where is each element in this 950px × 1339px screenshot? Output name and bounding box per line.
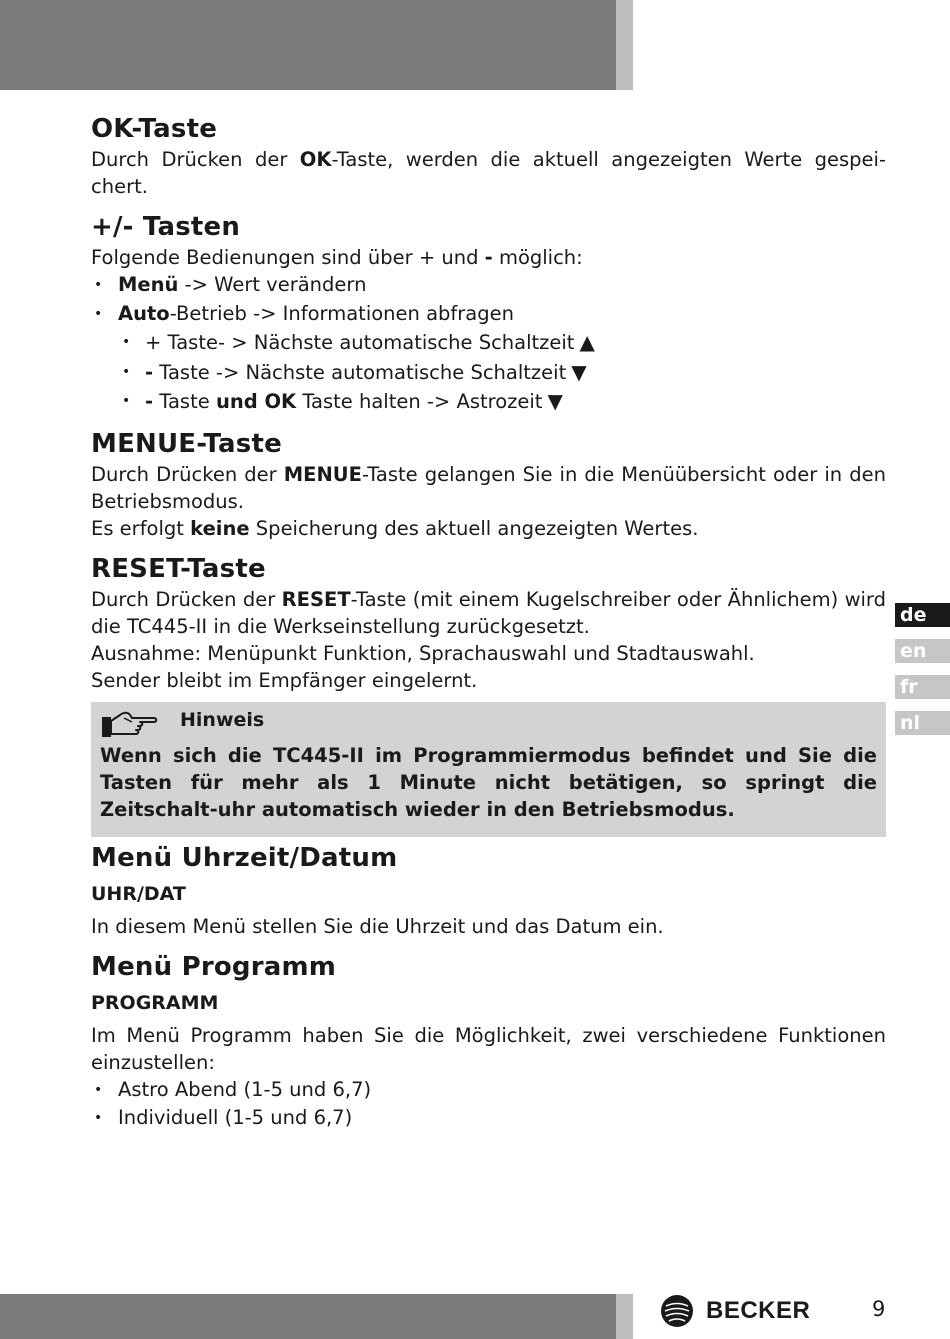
note-header — [100, 706, 877, 742]
section-text: Im Menü Programm haben Sie die Möglichkeit, zwei verschiedene Funktionen einzustellen: — [91, 1023, 886, 1074]
list-item: • Astro Abend (1-5 und 6,7) — [91, 1076, 886, 1105]
list-item: • - Taste -> Nächste automatische Schaltzeit ▼ — [91, 358, 886, 388]
bullet-list — [91, 271, 886, 417]
bullet-list — [91, 1076, 886, 1133]
section-title: Menü Programm — [91, 951, 337, 982]
section-title: OK-Taste — [91, 114, 218, 144]
section-menue-taste — [91, 427, 886, 542]
section-text: Durch Drücken der RESET-Taste (mit einem Kugelschreiber oder Ähnlichem) wird die TC445-II in die Werkseinstellung zurückgesetzt. — [91, 587, 886, 638]
page-number: 9 — [872, 1297, 886, 1321]
section-title: MENUE-Taste — [91, 428, 282, 459]
language-tab-en[interactable]: en — [895, 639, 950, 663]
section-intro: Folgende Bedienungen sind über + und - möglich: — [91, 246, 583, 269]
section-plus-minus — [91, 210, 886, 417]
list-item: • - Taste und OK Taste halten -> Astrozeit ▼ — [91, 387, 886, 417]
list-item: • Individuell (1-5 und 6,7) — [91, 1104, 886, 1133]
section-title: RESET-Taste — [91, 553, 266, 584]
footer-bar-edge — [616, 1294, 633, 1339]
note-text: Wenn sich die TC445-II im Programmiermodus befindet und Sie die Tasten für mehr als 1 Minute nicht betätigen, so springt die Zeitschalt-uhr automatisch wieder in den Betriebsmodus. — [100, 743, 877, 821]
page-content — [91, 112, 886, 1133]
section-menu-uhrzeit — [91, 841, 886, 940]
language-tab-de[interactable]: de — [895, 603, 950, 627]
section-menu-programm — [91, 950, 886, 1133]
section-text: Durch Drücken der MENUE-Taste gelangen Sie in die Menüübersicht oder in den Betriebsmodus. — [91, 462, 886, 513]
section-reset-taste — [91, 552, 886, 694]
section-title: Menü Uhrzeit/Datum — [91, 842, 398, 873]
section-text: Es erfolgt keine Speicherung des aktuell angezeigten Wertes. — [91, 516, 699, 540]
list-item: • Auto-Betrieb -> Informationen abfragen — [91, 300, 886, 329]
section-subtitle: PROGRAMM — [91, 991, 219, 1014]
section-text: Durch Drücken der OK-Taste, werden die aktuell angezeigten Werte gespei-chert. — [91, 148, 886, 198]
triangle-down-icon: ▼ — [571, 359, 587, 384]
note-title: Hinweis — [180, 708, 265, 731]
becker-logo-icon — [660, 1294, 694, 1328]
section-text: In diesem Menü stellen Sie die Uhrzeit und das Datum ein. — [91, 914, 664, 938]
brand-name: BECKER — [706, 1297, 811, 1324]
pointing-hand-icon — [100, 709, 160, 739]
section-ok-taste — [91, 112, 886, 200]
brand-logo — [660, 1293, 810, 1329]
header-bar — [0, 0, 616, 90]
language-tab-fr[interactable]: fr — [895, 675, 950, 699]
language-tab-nl[interactable]: nl — [895, 711, 950, 735]
section-subtitle: UHR/DAT — [91, 882, 186, 905]
triangle-down-icon: ▼ — [547, 389, 563, 413]
section-text: Sender bleibt im Empfänger eingelernt. — [91, 668, 478, 692]
note-box — [91, 702, 886, 837]
section-title: +/- Tasten — [91, 212, 241, 242]
language-tabs — [895, 603, 950, 747]
list-item: • Menü -> Wert verändern — [91, 271, 886, 300]
footer-bar — [0, 1294, 616, 1339]
triangle-up-icon: ▲ — [579, 330, 595, 354]
list-item: • + Taste- > Nächste automatische Schaltzeit ▲ — [91, 328, 886, 358]
header-bar-edge — [616, 0, 633, 90]
section-text: Ausnahme: Menüpunkt Funktion, Sprachauswahl und Stadtauswahl. — [91, 641, 755, 665]
